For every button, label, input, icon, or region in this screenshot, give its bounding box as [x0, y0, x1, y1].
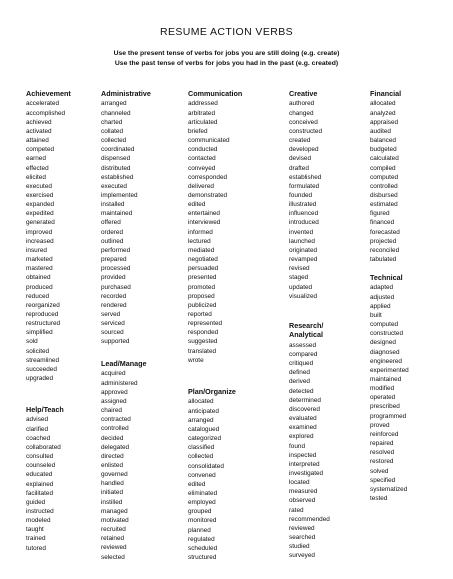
verb-item: determined [289, 396, 321, 404]
verb-item: publicized [188, 301, 217, 309]
verb-item: reconciled [370, 246, 400, 254]
verb-item: solved [370, 467, 389, 475]
verb-item: employed [188, 499, 216, 507]
verb-item: adapted [370, 284, 394, 292]
verb-item: decided [101, 434, 124, 442]
verb-item: regulated [188, 535, 215, 543]
verb-item: simplified [26, 329, 53, 337]
verb-item: enlisted [101, 461, 124, 469]
verb-item: demonstrated [188, 191, 228, 199]
verb-item: tutored [26, 544, 46, 552]
verb-item: coordinated [101, 146, 135, 154]
verb-item: tested [370, 495, 388, 502]
verb-item: restructured [26, 320, 61, 328]
verb-item: activated [26, 127, 52, 135]
verb-item: consulted [26, 453, 54, 461]
verb-item: computed [370, 321, 399, 329]
verb-item: coached [26, 434, 51, 442]
verb-item: controlled [101, 425, 129, 433]
verb-item: attained [26, 137, 49, 145]
verb-item: persuaded [188, 265, 219, 273]
verb-item: offered [101, 219, 121, 227]
verb-item: taught [26, 526, 44, 534]
verb-list [370, 99, 453, 264]
verb-item: devised [289, 155, 312, 163]
verb-item: informed [188, 228, 213, 236]
verb-item: controlled [370, 182, 398, 190]
verb-item: managed [101, 507, 128, 515]
verb-item: arranged [188, 416, 214, 424]
verb-item: adjusted [370, 293, 395, 301]
verb-item: analyzed [370, 109, 396, 117]
group-help-teach [26, 406, 64, 553]
verb-item: motivated [101, 516, 129, 524]
verb-item: conveyed [188, 164, 216, 172]
group-administrative [101, 90, 185, 347]
verb-item: updated [289, 283, 313, 291]
verb-item: expedited [26, 210, 54, 218]
verb-item: served [101, 311, 121, 318]
verb-item: counseled [26, 462, 56, 470]
verb-item: suggested [188, 338, 218, 346]
verb-item: conceived [289, 118, 318, 126]
verb-item: changed [289, 109, 314, 117]
verb-item: proposed [188, 292, 215, 300]
verb-item: diagnosed [370, 348, 400, 356]
verb-item: recruited [101, 526, 126, 534]
verb-item: drafted [289, 164, 309, 172]
verb-item: evaluated [289, 415, 317, 423]
verb-item: inspected [289, 451, 317, 459]
verb-item: succeeded [26, 365, 57, 373]
verb-item: translated [188, 347, 217, 355]
verb-item: reduced [26, 292, 50, 300]
verb-item: instilled [101, 498, 123, 506]
group-heading: Help/Teach [26, 405, 64, 414]
verb-item: repaired [370, 440, 394, 448]
verb-item: compiled [370, 164, 396, 172]
verb-list [101, 369, 147, 561]
verb-item: launched [289, 237, 315, 245]
verb-item: planned [188, 526, 211, 534]
verb-item: budgeted [370, 146, 397, 154]
group-research-analytical [289, 322, 330, 561]
verb-item: resolved [370, 449, 395, 457]
verb-item: programmed [370, 412, 407, 420]
verb-item: upgraded [26, 375, 54, 383]
verb-item: marketed [26, 256, 53, 264]
verb-item: contracted [101, 416, 131, 424]
verb-item: delivered [188, 182, 214, 190]
verb-item: illustrated [289, 201, 317, 209]
subtitle-past-tense: Use the past tense of verbs for jobs you had in the past (e.g. created) [114, 60, 339, 67]
verb-item: approved [101, 388, 128, 396]
verb-item: collected [101, 137, 127, 145]
verb-item: communicated [188, 137, 230, 145]
verb-item: sourced [101, 329, 124, 337]
verb-item: obtained [26, 274, 51, 282]
verb-item: competed [26, 146, 55, 154]
verb-item: invented [289, 228, 314, 236]
verb-item: arbitrated [188, 109, 215, 117]
verb-item: visualized [289, 292, 318, 300]
verb-item: promoted [188, 283, 215, 291]
group-heading-line-2: Analytical [289, 330, 323, 340]
verb-item: reviewed [101, 544, 127, 552]
verb-item: recorded [101, 292, 127, 300]
verb-item: allocated [188, 398, 214, 406]
verb-item: educated [26, 471, 53, 479]
verb-item: outlined [101, 237, 124, 245]
verb-item: handled [101, 480, 124, 488]
verb-item: acquired [101, 370, 126, 378]
verb-item: addressed [188, 100, 218, 108]
verb-item: systematized [370, 485, 408, 493]
verb-item: mediated [188, 246, 215, 254]
verb-item: grouped [188, 508, 212, 516]
verb-item: discovered [289, 405, 320, 413]
verb-item: specified [370, 476, 396, 484]
group-lead-manage [101, 360, 147, 562]
verb-list [370, 283, 409, 503]
verb-item: rendered [101, 301, 127, 309]
verb-item: clarified [26, 425, 49, 433]
verb-item: directed [101, 452, 124, 460]
verb-item: mastered [26, 265, 53, 273]
verb-item: responded [188, 329, 219, 337]
group-technical [370, 274, 409, 503]
verb-item: selected [101, 553, 125, 561]
group-heading: Communication [188, 89, 243, 98]
verb-item: maintained [101, 210, 133, 218]
verb-item: revamped [289, 256, 318, 264]
verb-item: projected [370, 237, 397, 245]
verb-item: financed [370, 219, 395, 227]
verb-item: derived [289, 378, 310, 386]
group-heading: Achievement [26, 89, 71, 98]
verb-item: implemented [101, 191, 138, 199]
verb-item: accelerated [26, 100, 60, 108]
verb-item: lectured [188, 237, 211, 245]
verb-item: structured [188, 554, 217, 562]
verb-item: eliminated [188, 489, 218, 497]
verb-item: prescribed [370, 403, 400, 411]
verb-item: administered [101, 379, 138, 387]
verb-item: serviced [101, 320, 125, 328]
verb-item: critiqued [289, 360, 314, 368]
verb-item: edited [188, 201, 206, 209]
group-financial [370, 90, 453, 264]
verb-item: accomplished [26, 109, 66, 117]
verb-item: represented [188, 320, 223, 328]
verb-item: presented [188, 274, 217, 282]
verb-item: convened [188, 471, 216, 479]
verb-item: introduced [289, 219, 319, 227]
verb-item: achieved [26, 118, 52, 126]
verb-list [289, 341, 330, 561]
verb-list [188, 99, 272, 365]
group-heading: Creative [289, 89, 318, 98]
verb-item: explored [289, 433, 314, 441]
verb-item: collated [101, 127, 124, 135]
verb-item: catalogued [188, 425, 220, 433]
verb-item: articulated [188, 118, 218, 126]
verb-item: negotiated [188, 256, 218, 264]
verb-item: purchased [101, 283, 131, 291]
verb-item: installed [101, 201, 125, 209]
group-heading: Lead/Manage [101, 359, 147, 368]
verb-item: expanded [26, 201, 55, 209]
verb-item: insured [26, 246, 47, 254]
verb-item: contacted [188, 155, 216, 163]
verb-item: created [289, 137, 311, 145]
group-heading: Research/ [289, 321, 324, 330]
verb-item: detected [289, 387, 314, 395]
verb-item: allocated [370, 100, 396, 108]
group-plan-organize [188, 388, 236, 562]
verb-item: founded [289, 191, 313, 199]
verb-item: provided [101, 274, 126, 282]
verb-item: generated [26, 219, 55, 227]
verb-item: modeled [26, 517, 51, 525]
verb-item: established [101, 173, 134, 181]
verb-list [26, 99, 110, 383]
group-heading: Financial [370, 89, 402, 98]
verb-item: briefed [188, 127, 208, 135]
verb-item: solicited [26, 347, 50, 355]
verb-item: compared [289, 350, 318, 358]
verb-item: elicited [26, 173, 46, 181]
verb-item: explained [26, 480, 54, 488]
verb-item: consolidated [188, 462, 224, 470]
verb-item: reported [188, 311, 212, 318]
group-heading: Plan/Organize [188, 387, 236, 396]
verb-item: trained [26, 535, 46, 543]
verb-item: charted [101, 118, 123, 126]
verb-item: experimented [370, 366, 409, 374]
verb-item: assigned [101, 397, 127, 405]
verb-list [289, 99, 373, 300]
verb-item: corresponded [188, 173, 228, 181]
verb-item: authored [289, 100, 315, 108]
verb-item: established [289, 173, 322, 181]
group-heading: Administrative [101, 89, 151, 98]
verb-item: wrote [188, 356, 204, 364]
verb-item: executed [26, 182, 52, 190]
column-3 [188, 89, 272, 562]
verb-item: distributed [101, 164, 131, 172]
verb-item: facilitated [26, 489, 53, 497]
verb-item: instructed [26, 507, 54, 515]
verb-item: tabulated [370, 256, 397, 264]
verb-item: found [289, 442, 305, 450]
verb-item: monitored [188, 517, 217, 525]
verb-item: examined [289, 424, 317, 432]
column-4 [289, 89, 373, 560]
verb-item: edited [188, 480, 206, 488]
verb-list [26, 415, 64, 552]
verb-item: assessed [289, 341, 316, 349]
verb-item: collaborated [26, 443, 61, 451]
verb-item: sold [26, 338, 38, 346]
verb-item: constructed [370, 330, 404, 338]
verb-item: appraised [370, 118, 399, 126]
verb-item: scheduled [188, 544, 218, 552]
verb-item: maintained [370, 375, 402, 383]
verb-item: arranged [101, 100, 127, 108]
verb-item: retained [101, 535, 125, 543]
verb-item: restored [370, 458, 394, 466]
group-achievement [26, 90, 110, 383]
verb-item: audited [370, 127, 391, 135]
verb-item: rated [289, 506, 304, 514]
verb-item: executed [101, 182, 127, 190]
verb-item: measured [289, 488, 318, 496]
verb-item: influenced [289, 210, 319, 218]
verb-item: anticipated [188, 407, 219, 415]
verb-item: delegated [101, 443, 130, 451]
verb-item: designed [370, 339, 396, 347]
group-communication [188, 90, 272, 365]
verb-item: advised [26, 416, 49, 424]
verb-item: performed [101, 246, 131, 254]
verb-item: figured [370, 210, 390, 218]
verb-item: streamlined [26, 356, 60, 364]
verb-list [188, 397, 236, 562]
verb-item: constructed [289, 127, 323, 135]
verb-item: improved [26, 228, 53, 236]
verb-item: originated [289, 246, 318, 254]
verb-item: formulated [289, 182, 320, 190]
verb-item: categorized [188, 435, 222, 443]
subtitle-present-tense: Use the present tense of verbs for jobs you are still doing (e.g. create) [113, 50, 340, 57]
verb-item: collected [188, 453, 214, 461]
column-1 [26, 89, 110, 552]
verb-item: effected [26, 164, 49, 172]
group-heading: Technical [370, 273, 403, 282]
verb-item: increased [26, 237, 54, 245]
verb-item: guided [26, 498, 46, 506]
verb-item: earned [26, 155, 46, 163]
verb-item: revised [289, 265, 310, 273]
column-5 [370, 89, 453, 502]
verb-item: operated [370, 394, 396, 402]
verb-item: staged [289, 274, 309, 282]
verb-item: surveyed [289, 552, 315, 560]
verb-item: reviewed [289, 524, 315, 532]
verb-item: reinforced [370, 430, 399, 438]
verb-item: proved [370, 421, 390, 429]
verb-item: engineered [370, 357, 402, 365]
verb-item: reorganized [26, 301, 60, 309]
verb-item: modified [370, 385, 395, 393]
verb-item: disbursed [370, 191, 398, 199]
verb-item: estimated [370, 201, 398, 209]
verb-item: supported [101, 338, 130, 346]
verb-item: recommended [289, 515, 330, 523]
verb-item: developed [289, 146, 319, 154]
verb-item: searched [289, 534, 316, 542]
verb-item: chaired [101, 407, 122, 415]
verb-item: located [289, 479, 310, 487]
verb-item: interviewed [188, 219, 221, 227]
verb-item: built [370, 311, 382, 319]
verb-item: observed [289, 497, 316, 505]
verb-item: entertained [188, 210, 220, 218]
verb-item: balanced [370, 137, 396, 145]
verb-item: calculated [370, 155, 399, 163]
verb-item: ordered [101, 228, 124, 236]
verb-item: applied [370, 302, 391, 310]
verb-item: conducted [188, 146, 218, 154]
verb-item: processed [101, 265, 131, 273]
verb-item: prepared [101, 256, 127, 264]
verb-list [101, 99, 185, 346]
verb-item: computed [370, 173, 399, 181]
page-title: RESUME ACTION VERBS [159, 26, 294, 38]
group-creative [289, 90, 373, 301]
verb-item: studied [289, 543, 310, 551]
verb-item: produced [26, 283, 53, 291]
verb-item: classified [188, 444, 215, 452]
verb-item: exercised [26, 191, 54, 199]
column-2 [101, 89, 185, 561]
verb-item: reproduced [26, 311, 59, 318]
verb-item: governed [101, 471, 128, 479]
verb-item: interpreted [289, 460, 320, 468]
verb-item: initiated [101, 489, 124, 497]
verb-item: defined [289, 369, 310, 377]
verb-item: forecasted [370, 228, 400, 236]
verb-item: dispensed [101, 155, 131, 163]
verb-item: channeled [101, 109, 131, 117]
verb-item: investigated [289, 470, 324, 477]
